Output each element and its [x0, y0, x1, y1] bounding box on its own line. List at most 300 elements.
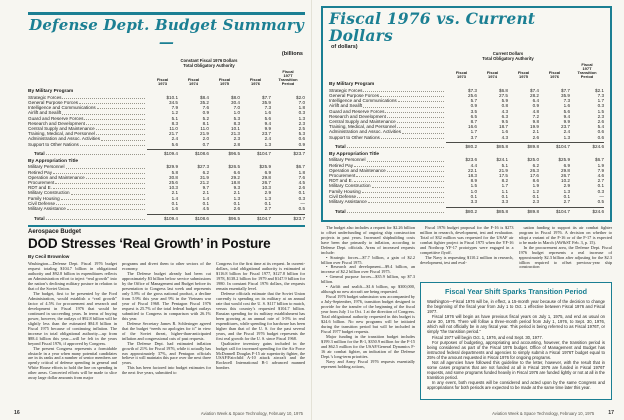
cell-value: 5.1	[501, 162, 508, 168]
cell-value: 2.4	[563, 129, 570, 135]
spacer	[271, 59, 305, 69]
cell-value: 7.3	[264, 105, 271, 111]
cell-value: 2.9	[563, 183, 570, 189]
row-label: Total	[335, 208, 346, 214]
cell-value: 2.9	[264, 190, 271, 196]
cell-value: 1.7	[597, 98, 604, 104]
body-paragraph: In any event, both requests will be considered and acted upon by the same Congress and appropriations for both periods are expected to be made at the same time later this year.	[427, 380, 605, 391]
journal-name: Aviation Week & Space Technology, February 10, 1975	[200, 411, 303, 416]
cell-value: 21.9	[200, 131, 209, 137]
cell-value: 0.1	[171, 200, 178, 206]
cell-value: 30.4	[231, 99, 240, 105]
cell-value: 0.1	[470, 193, 477, 199]
body-paragraph: The budget also includes a request for $2.26 billion to offset underfunding of ongoing ship construction projects in past years. Increased shipbuilding costs have been due primarily to inflation, according to Defense Dept. officials. Areas of increased requests include:	[321, 225, 415, 255]
body-paragraph: Defense Secretary James R. Schlesinger agreed that the budget “needs no apologies for it” in view of the Soviet threat, higher-than-anticipated inflation and congressional cuts of past requests.	[122, 320, 211, 341]
cell-value: 35.9	[262, 99, 271, 105]
cell-value: 0.9	[532, 103, 539, 109]
cell-value: 0.3	[597, 188, 604, 194]
cell-value: 10.1	[231, 125, 240, 131]
cell-value: 26.3	[530, 167, 539, 173]
row-label: Guard and Reserve Forces	[28, 115, 84, 121]
cell-value: 25.6	[468, 92, 477, 98]
cell-value: 29.8	[561, 167, 570, 173]
cell-value: $25.0	[527, 157, 539, 163]
body-paragraph: The present Congress represents a formidable obstacle in a year when many potential candidates are in its ranks and a number of senior members are openly critical of defense spending in general and White House efforts to hold the line on spending in other areas. Concerted efforts will be made to slice away large dollar amounts from major	[28, 345, 117, 381]
cell-value: 4.4	[470, 162, 477, 168]
cell-value: 2.0	[202, 136, 209, 142]
table-total-row	[28, 214, 305, 221]
header-line: 1973	[457, 74, 466, 80]
transition-period-sidebar	[420, 282, 612, 400]
cell-value: 1.3	[264, 195, 271, 201]
row-label: Strategic Forces	[28, 94, 62, 100]
dot-leader	[347, 147, 444, 148]
dot-leader	[363, 107, 444, 108]
dot-leader	[397, 122, 444, 123]
header-line: 1976	[251, 81, 260, 87]
table-row	[28, 142, 305, 147]
row-label: Family Housing	[28, 195, 60, 201]
row-label: Military Assistance	[28, 205, 66, 211]
cell-value: 1.5	[597, 108, 604, 114]
cell-value: 4.5	[202, 205, 209, 211]
cell-value: 7.9	[171, 105, 178, 111]
cell-value: $25.9	[558, 157, 570, 163]
cell-value: $24.6	[570, 142, 604, 149]
page-number: 17	[608, 410, 614, 416]
row-label: Guard and Reserve Forces	[329, 108, 385, 114]
header-line: 197T	[582, 65, 592, 71]
cell-value: 1.6	[563, 103, 570, 109]
cell-value: 5.6	[171, 141, 178, 147]
cell-value: 26.7	[262, 179, 271, 185]
cell-value: —	[599, 193, 604, 199]
cell-value: $24.1	[496, 157, 508, 163]
cell-value: $80.2	[446, 142, 477, 149]
of-dollars-caption: of dollars)	[331, 44, 358, 50]
dot-leader	[354, 166, 444, 167]
row-label: Procurement	[28, 179, 55, 185]
subtitle-line: Current Dollars	[492, 51, 524, 56]
dot-leader	[402, 133, 444, 134]
column-header-row	[329, 63, 604, 80]
cell-value: 30.8	[169, 174, 178, 180]
row-label: Procurement	[329, 172, 356, 178]
mid-rule-left	[28, 225, 305, 228]
row-label: Military Construction	[28, 190, 70, 196]
cell-value: 9.9	[264, 125, 271, 131]
row-label: Operation and Maintenance	[28, 174, 85, 180]
cell-value: 5.1	[171, 115, 178, 121]
cell-value: 5.9	[501, 98, 508, 104]
cell-value: 7.6	[202, 105, 209, 111]
dot-leader	[356, 176, 444, 177]
row-label: Total	[34, 215, 45, 221]
right-feature-title: Fiscal 1976 vs. Current Dollars	[329, 9, 536, 45]
billions-caption: (billions	[281, 51, 303, 57]
dot-leader	[398, 101, 444, 102]
cell-value: $85.8	[477, 207, 508, 214]
section-kicker: Aerospace Budget	[28, 229, 82, 236]
table-section-title: By Military Program	[329, 82, 375, 88]
article-column-6	[519, 226, 613, 278]
cell-value: 9.9	[563, 118, 570, 124]
cell-value: 29.2	[231, 174, 240, 180]
cell-value: 16.6	[468, 124, 477, 130]
row-label: Airlift and Sealift	[28, 110, 62, 116]
cell-value: 5.7	[470, 98, 477, 104]
cell-value: 10.3	[262, 185, 271, 191]
dot-leader	[367, 161, 444, 162]
header-line: Transition	[278, 77, 298, 83]
cell-value: $96.5	[209, 214, 240, 221]
dot-leader	[96, 129, 145, 130]
cell-value: 7.2	[532, 113, 539, 119]
cell-value: 3.3	[501, 198, 508, 204]
table-subtitle	[147, 59, 271, 69]
header-line: Fiscal	[486, 70, 499, 76]
cell-value: $2.1	[595, 87, 604, 93]
row-label: Military Personnel	[28, 164, 65, 170]
row-label: Central Supply and Maintenance	[28, 125, 95, 131]
cell-value: 1.2	[532, 188, 539, 194]
cell-value: 23.7	[561, 124, 570, 130]
cell-value: 7.3	[597, 92, 604, 98]
cell-value: 9.4	[563, 113, 570, 119]
cell-value: $108.6	[178, 214, 209, 221]
table-section-title: By Appropriation Title	[28, 158, 79, 164]
dot-leader	[397, 127, 444, 128]
cell-value: 2.4	[264, 136, 271, 142]
body-paragraph: Not all agencies have followed this guideline to the letter, however, with the result that in some cases programs that are not funded at all in Fiscal 1976 are funded in Fiscal 1976T requests, and some programs funded heavily in Fiscal 1976 are funded lightly or not at all in the transition period.	[427, 359, 605, 381]
body-paragraph: In the procurement area, the Defense Dept. Fiscal 1976 budget represents a real increase of approximately $2.3 billion after adjusting for the $2.3 billion required to offset previous-year ship construction	[518, 244, 612, 270]
right-page	[312, 0, 624, 420]
cell-value: $10.1	[166, 94, 178, 100]
column-header	[539, 71, 570, 80]
cell-value: 28.2	[530, 92, 539, 98]
cell-value: 1.8	[298, 169, 305, 175]
article-column-2	[122, 262, 211, 393]
cell-value: $109.4	[147, 214, 178, 221]
cell-value: 1.0	[233, 110, 240, 116]
subtitle-line: Total Obligatory Authority	[183, 62, 235, 68]
cell-value: $25.9	[259, 164, 271, 170]
cell-value: $89.8	[508, 142, 539, 149]
row-label: Retired Pay	[28, 169, 53, 175]
row-label: Administration and Assoc. Activities	[28, 136, 101, 142]
header-line: 197T	[283, 72, 293, 78]
dot-leader	[56, 204, 145, 205]
body-paragraph: programs and divert them to other sectors of the economy.	[122, 262, 211, 272]
row-label: RDT and E.	[28, 185, 52, 191]
cell-value: 21.3	[231, 131, 240, 137]
cell-value: 1.7	[470, 129, 477, 135]
cell-value: 8.9	[470, 178, 477, 184]
column-header	[209, 78, 240, 87]
cell-value: 17.6	[530, 172, 539, 178]
cell-value: 3.5	[470, 108, 477, 114]
body-paragraph: Qualitative inventory gains included in the budget call for increased spending for the Air Force McDonnell Douglas F-15 air superiority fighter, the USAF/Fairchild A-10 attack aircraft and the Rockwell International B-1 advanced manned bomber.	[216, 340, 305, 371]
cell-value: 2.3	[532, 198, 539, 204]
table-row	[28, 206, 305, 211]
cell-value: $108.6	[178, 149, 209, 156]
cell-value: 0.1	[233, 200, 240, 206]
dot-leader	[354, 181, 444, 182]
cell-value: $85.8	[477, 142, 508, 149]
cell-value: 9.8	[532, 118, 539, 124]
spacer	[329, 52, 446, 62]
row-label: Military Assistance	[329, 198, 367, 204]
cell-value: 0.9	[470, 103, 477, 109]
body-paragraph: • Research and development—$9.4 billion, an increase of $2.2 billion over Fiscal 1975.	[321, 264, 415, 275]
cell-value: 6.9	[264, 169, 271, 175]
column-header	[508, 71, 539, 80]
header-line: Fiscal	[187, 77, 200, 83]
cell-value: $26.5	[228, 164, 240, 170]
row-label: Central Supply and Maintenance	[329, 118, 396, 124]
cell-value: 1.3	[298, 115, 305, 121]
dot-leader	[67, 209, 145, 210]
cell-value: 2.3	[597, 113, 604, 119]
cell-value: 1.6	[264, 110, 271, 116]
cell-value: 5.8	[171, 169, 178, 175]
dot-leader	[385, 112, 444, 113]
top-rule-left	[28, 12, 305, 15]
body-paragraph: uation funding to support its air combat fighter program in Fiscal 1976. A decision on whether to adopt a variant of the F-16 or of the F-17 is expected to be made in March (AW&ST Feb. 3, p. 15).	[518, 225, 612, 245]
row-label: RDT and E.	[329, 178, 353, 184]
cell-value: 2.6	[532, 134, 539, 140]
cell-value: $96.5	[209, 149, 240, 156]
cell-value: 6.2	[202, 169, 209, 175]
cell-value: $7.7	[262, 94, 271, 100]
cell-value: $8.0	[231, 94, 240, 100]
subtitle-line: Constant Fiscal 1976 Dollars	[180, 58, 238, 63]
cell-value: 1.2	[171, 110, 178, 116]
row-label: Airlift and Sealift	[329, 103, 363, 109]
spacer	[28, 59, 147, 69]
dot-leader	[387, 171, 444, 172]
cell-value: 1.3	[563, 188, 570, 194]
cell-value: 18.8	[231, 179, 240, 185]
cell-value: $104.7	[539, 142, 570, 149]
header-line: Fiscal	[455, 70, 468, 76]
dot-leader	[368, 202, 444, 203]
body-paragraph: This has been factored into budget estimates for the next five years, submitted to	[122, 365, 211, 376]
cell-value: 4.6	[597, 172, 604, 178]
body-paragraph: Washington—Fiscal 1976 will be, in effect, a 15-month year because of the decision to change the beginning of the fiscal year from July 1 to Oct. 1 effective between Fiscal 1976 and Fiscal 1977.	[427, 298, 605, 315]
dot-leader	[46, 154, 145, 155]
column-header-row	[28, 70, 305, 87]
cell-value: 9.4	[264, 120, 271, 126]
row-label: Civil Defense	[28, 200, 56, 206]
dot-leader	[97, 108, 145, 109]
cell-value: 0.9	[202, 110, 209, 116]
cell-value: $7.7	[561, 87, 570, 93]
cell-value: $104.7	[240, 149, 271, 156]
body-paragraph: • General purpose forces—$35.9 billion, up $7.3 billion.	[321, 274, 415, 285]
table-total-row	[28, 149, 305, 156]
row-label: Support to Other Nations	[329, 134, 380, 140]
cell-value: 6.3	[501, 113, 508, 119]
header-line: Period	[580, 74, 594, 80]
header-line: Fiscal	[218, 77, 231, 83]
sidebar-title: Fiscal Year Shift Sparks Transition Period	[444, 286, 588, 296]
row-label: Total	[34, 151, 45, 157]
cell-value: 2.6	[298, 185, 305, 191]
dot-leader	[381, 138, 444, 139]
cell-value: $104.7	[240, 214, 271, 221]
cell-value: 1.3	[264, 141, 271, 147]
cell-value: 27.5	[499, 92, 508, 98]
cell-value: 1.3	[563, 134, 570, 140]
table-section-title: By Appropriation Title	[329, 151, 380, 157]
article-column-5	[420, 226, 514, 278]
cell-value: 5.6	[563, 108, 570, 114]
body-paragraph: The budget, first to be presented by the Ford Administration, would establish a “real growth” factor of 4.5% for procurement and research and development in Fiscal 1976 that would be continued in succeeding years. In terms of buying power, however, the outlays of $92.8 billion will be slightly less than the estimated $84.8 billion in Fiscal 1975 because of continuing inflation. The increase in total obligational authority—up from $88.4 billion this year—will be felt in the years beyond Fiscal 1976, if approved by Congress.	[28, 291, 117, 346]
cell-value: 29.8	[262, 174, 271, 180]
column-header	[446, 71, 477, 80]
row-label: Family Housing	[329, 188, 361, 194]
column-header	[477, 71, 508, 80]
table-section-title: By Military Program	[28, 89, 74, 95]
right-footer	[322, 410, 614, 416]
row-label: Research and Development	[28, 120, 85, 126]
current-dollars-table	[329, 52, 604, 214]
header-line: Period	[281, 81, 295, 87]
cell-value: 5.3	[233, 115, 240, 121]
cell-value: 8.7	[470, 118, 477, 124]
table-total-row	[329, 142, 604, 149]
dot-leader	[66, 168, 145, 169]
body-paragraph: • Strategic forces—$7.7 billion, a gain of $2.2 billion over Fiscal 1975.	[321, 254, 415, 265]
header-line: 1976	[550, 74, 559, 80]
cell-value: 5.6	[264, 115, 271, 121]
cell-value: 0.1	[264, 200, 271, 206]
subtitle-line: Total Obligatory Authority	[482, 55, 534, 61]
dot-leader	[362, 192, 444, 193]
header-line: 1973	[158, 81, 167, 87]
row-label: Research and Development	[329, 113, 386, 119]
cell-value: $104.7	[539, 207, 570, 214]
cell-value: 6.4	[532, 98, 539, 104]
cell-value: 1.4	[202, 195, 209, 201]
row-label: Total	[335, 144, 346, 150]
header-line: Fiscal	[517, 70, 530, 76]
row-label: Strategic Forces	[329, 87, 363, 93]
dot-leader	[96, 134, 145, 135]
body-paragraph: Defense officials estimate that the Soviet Union currently is spending on its military at an annual rate that would cost the U. S. $117 billion to match, versus this country’s requested $104.7 billion. Russian spending for its military establishment has been growing at an annual rate of 3-5% in real expenditures, while spending for hardware has been higher than that of the U. S. for the past several years, and the Fiscal 1976 budget represents the first real growth for the U. S. since Fiscal 1968.	[216, 291, 305, 341]
cell-value: 1.9	[597, 162, 604, 168]
sidebar-body	[427, 299, 605, 391]
body-paragraph: The Navy is requesting $110.2 million in research, development, test and eval-	[420, 254, 514, 265]
cell-value: $80.2	[446, 207, 477, 214]
dot-leader	[55, 183, 145, 184]
cell-value: 0.7	[202, 141, 209, 147]
dot-leader	[387, 117, 444, 118]
cell-value: 0.3	[597, 103, 604, 109]
cell-value: 4.3	[501, 108, 508, 114]
cell-value: 0.6	[298, 136, 305, 142]
cell-value: 1.0	[470, 188, 477, 194]
cell-value: 5.2	[202, 115, 209, 121]
cell-value: $7.4	[530, 87, 539, 93]
row-label: Military Personnel	[329, 157, 366, 163]
row-label: Training, Medical, and Personnel	[28, 131, 95, 137]
cell-value: 8.1	[202, 120, 209, 126]
cell-value: 1.8	[298, 105, 305, 111]
cell-value: 2.1	[202, 190, 209, 196]
cell-value: 26.7	[561, 172, 570, 178]
cell-value: 10.3	[169, 185, 178, 191]
cell-value: 0.1	[501, 193, 508, 199]
article-byline: By Cecil Brownlow	[28, 254, 70, 260]
body-paragraph: Fiscal 1976 will begin as have previous fiscal years on July 1, 1975, and end as usual on June 30, 1976. There will follow a three-month period from July 1, 1976, to Sept. 30, 1976, which will not officially be in any fiscal year. This period is being referred to as Fiscal 1976T, or simply “the transition period.”	[427, 314, 605, 335]
row-label: Training, Medical, and Personnel	[329, 124, 396, 130]
header-line: Fiscal	[548, 70, 561, 76]
cell-value: 1.7	[501, 183, 508, 189]
cell-value: 0.1	[532, 193, 539, 199]
cell-value: 18.7	[499, 124, 508, 130]
dot-leader	[46, 219, 145, 220]
cell-value: 0.1	[202, 200, 209, 206]
header-line: 1974	[488, 74, 497, 80]
dot-leader	[372, 187, 444, 188]
header-line: Fiscal	[282, 68, 294, 74]
column-header	[240, 78, 271, 87]
body-paragraph: • Airlift and sealift—$1.6 billion, up $300,000, although no new aircraft are being requested.	[321, 284, 415, 295]
cell-value: 35.9	[561, 92, 570, 98]
cell-value: 11.0	[169, 125, 178, 131]
article-column-1	[28, 262, 117, 393]
cell-value: 35.2	[200, 99, 209, 105]
cell-value: 7.0	[298, 99, 305, 105]
cell-value: 25.6	[169, 179, 178, 185]
cell-value: 21.2	[200, 179, 209, 185]
cell-value: 2.1	[532, 129, 539, 135]
cell-value: 0.1	[563, 193, 570, 199]
body-paragraph: Fiscal 1976 budget proposal for the F-16 is $273 million in research, development, test and evaluation. Total of $32 million was requested for the USAF air combat fighter project in Fiscal 1975 when the YF-16 and Northrop YF-17 prototypes were engaged in a competitive flyoff.	[420, 225, 514, 255]
dot-leader	[61, 199, 145, 200]
cell-value: 0.1	[597, 183, 604, 189]
cell-value: $23.7	[271, 149, 305, 156]
cell-value: 2.7	[264, 205, 271, 211]
cell-value: 9.5	[501, 118, 508, 124]
row-label: Support to Other Nations	[28, 141, 79, 147]
cell-value: 2.3	[233, 136, 240, 142]
cell-value: 2.7	[597, 178, 604, 184]
article-column-3	[216, 262, 305, 393]
current-dollars-box	[321, 6, 612, 222]
dot-leader	[86, 178, 145, 179]
cell-value: $2.0	[296, 94, 305, 100]
cell-value: 7.9	[597, 167, 604, 173]
cell-value: 1.1	[501, 188, 508, 194]
cell-value: 19.9	[530, 124, 539, 130]
cell-value: 2.7	[563, 198, 570, 204]
constant-dollars-table	[28, 59, 305, 221]
body-paragraph: The Defense budget already had been cut approximately $3 billion below service submissions by the Office of Management and Budget before its presentation to Congress last week and represents only 5.8% of the gross national product, a decline from 5.9% this year and 9% in the Vietnam war year of Fiscal 1968. The Pentagon Fiscal 1976 request is 25.7% of the total federal budget outlays submitted to Congress in comparison with 26.1% this year.	[122, 271, 211, 321]
cell-value: 17.5	[499, 172, 508, 178]
cell-value: 3.3	[470, 198, 477, 204]
cell-value: 4.3	[501, 134, 508, 140]
dot-leader	[101, 140, 145, 141]
left-footer	[14, 410, 303, 416]
cell-value: $24.6	[570, 207, 604, 214]
header-line: Fiscal	[249, 77, 262, 83]
article-columns-left	[28, 262, 305, 393]
table-total-row	[329, 207, 604, 214]
row-label: General Purpose Forces	[28, 99, 79, 105]
